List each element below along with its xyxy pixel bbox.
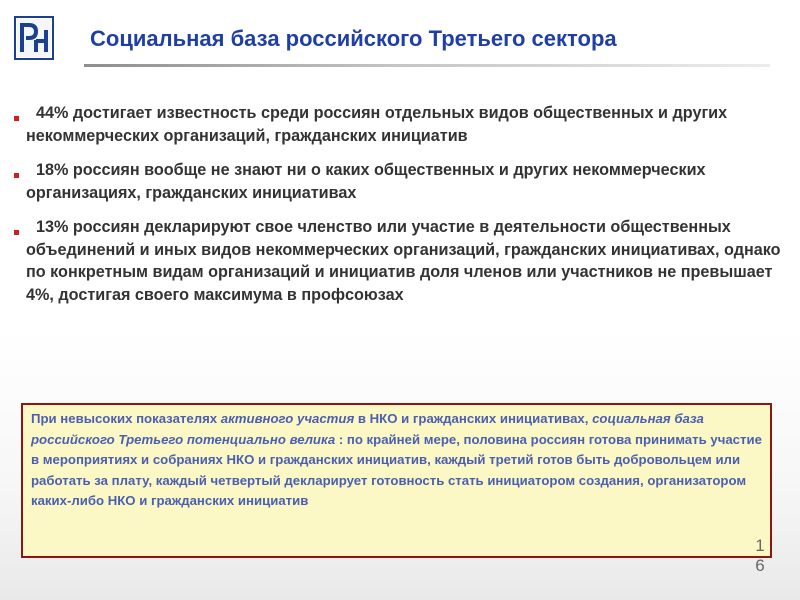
square-bullet-icon [14,173,19,178]
page-number-line-2: 6 [755,556,765,575]
callout-text-part-1: При невысоких показателях [31,411,221,426]
bullet-item-1 [14,102,784,147]
bullet-text-3: 13% россиян декларируют свое членство или участие в деятельности общественных объединений и иных видов некоммерческих организаций, гражданских инициативах, однако по конкретным видам организаций и инициатив доля членов или участников не превышает 4%, достигая своего максимума в профсоюзах [26,218,781,304]
callout-text-part-2: в НКО и гражданских инициативах, [354,411,593,426]
summary-callout-box [21,403,772,558]
page-number-line-1: 1 [755,536,765,555]
title-divider [84,64,770,67]
bullet-list [14,102,784,318]
bullet-text-1: 44% достигает известность среди россиян отдельных видов общественных и других некоммерческих организаций, гражданских инициатив [26,104,728,145]
callout-emphasis-2: социальная база российского Третьего потенциально велика [31,411,704,447]
bullet-item-2 [14,159,784,204]
page-number [752,536,768,576]
callout-emphasis-1: активного участия [220,411,355,426]
hse-logo-icon [14,16,54,60]
square-bullet-icon [14,230,19,235]
bullet-item-3 [14,216,784,306]
bullet-text-2: 18% россиян вообще не знают ни о каких общественных и других некоммерческих организациях, гражданских инициативах [26,161,706,202]
callout-text-part-3: : по крайней мере, половина россиян готова принимать участие в мероприятиях и собраниях НКО и гражданских инициатив, каждый третий готов быть добровольцем или работать за плату, каждый четвертый декларирует готовность стать инициатором создания, организатором каких-либо НКО и гражданских инициатив [31,431,762,509]
page-title: Социальная база российского Третьего сектора [90,26,617,51]
square-bullet-icon [14,116,19,121]
